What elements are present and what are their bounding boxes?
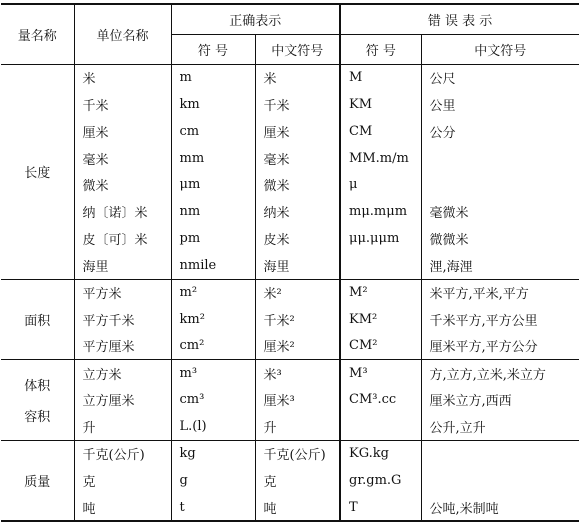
unit-name-cell: 平方厘米	[74, 333, 171, 360]
correct-chinese-symbol-cell: 米	[255, 64, 340, 91]
unit-name-cell: 米	[74, 64, 171, 91]
unit-name-cell: 平方千米	[74, 306, 171, 333]
correct-symbol-cell: L.(l)	[171, 413, 255, 440]
table-row	[1, 440, 579, 467]
wrong-symbol-cell: gr.gm.G	[340, 467, 421, 494]
correct-chinese-symbol-cell: 千米	[255, 91, 340, 118]
quantity-name-line: 容积	[24, 409, 51, 425]
correct-chinese-symbol-cell: 千米²	[255, 306, 340, 333]
correct-symbol-cell: cm	[171, 118, 255, 145]
wrong-symbol-cell: T	[340, 494, 421, 521]
quantity-name-cell: 长度	[1, 64, 74, 279]
correct-symbol-cell: cm²	[171, 333, 255, 360]
correct-chinese-symbol-cell: 厘米	[255, 118, 340, 145]
unit-name-cell: 立方厘米	[74, 387, 171, 414]
wrong-chinese-symbol-cell: 公尺	[421, 64, 579, 91]
wrong-symbol-cell: M	[340, 64, 421, 91]
correct-chinese-symbol-cell: 吨	[255, 494, 340, 521]
wrong-chinese-symbol-cell	[421, 467, 579, 494]
correct-chinese-symbol-cell: 微米	[255, 172, 340, 199]
wrong-symbol-cell: CM²	[340, 333, 421, 360]
correct-symbol-cell: m²	[171, 279, 255, 306]
wrong-chinese-symbol-cell: 方,立方,立米,米立方	[421, 360, 579, 387]
table-row	[1, 64, 579, 91]
header-wrong-chinese-symbol: 中文符号	[421, 34, 579, 64]
unit-name-cell: 微米	[74, 172, 171, 199]
header-correct: 正确表示	[171, 4, 340, 34]
table-row	[1, 279, 579, 306]
table-row	[1, 387, 579, 414]
wrong-symbol-cell: μ	[340, 172, 421, 199]
correct-chinese-symbol-cell: 毫米	[255, 145, 340, 172]
quantity-name-cell	[1, 360, 74, 441]
wrong-chinese-symbol-cell: 公分	[429, 125, 456, 141]
wrong-symbol-cell: KM²	[340, 306, 421, 333]
unit-name-cell: 平方米	[74, 279, 171, 306]
wrong-chinese-symbol-cell	[421, 145, 579, 172]
units-table	[1, 3, 579, 522]
wrong-chinese-symbol-cell: 米平方,平米,平方	[421, 279, 579, 306]
header-wrong-symbol: 符 号	[340, 34, 421, 64]
unit-name-cell: 立方米	[74, 360, 171, 387]
table-row	[1, 172, 579, 199]
table-row	[1, 333, 579, 360]
correct-symbol-cell: mm	[171, 145, 255, 172]
correct-symbol-cell: cm³	[171, 387, 255, 414]
header-quantity-name: 量名称	[1, 4, 74, 64]
wrong-symbol-cell: mμ.mμm	[340, 198, 421, 225]
unit-name-cell: 吨	[74, 494, 171, 521]
unit-name-cell: 皮〔可〕米	[74, 225, 171, 252]
wrong-chinese-symbol-cell	[421, 172, 579, 199]
wrong-chinese-symbol-cell: 浬,海浬	[429, 259, 473, 275]
unit-name-cell: 海里	[74, 252, 171, 279]
wrong-chinese-symbol-cell: 厘米立方,西西	[429, 394, 512, 410]
unit-name-cell: 千克(公斤)	[74, 440, 171, 467]
header-unit-name: 单位名称	[74, 4, 171, 64]
table-row	[1, 198, 579, 225]
quantity-name-line: 体积	[24, 378, 51, 394]
correct-symbol-cell: pm	[171, 225, 255, 252]
correct-chinese-symbol-cell: 皮米	[255, 225, 340, 252]
wrong-chinese-symbol-cell	[421, 440, 579, 467]
wrong-chinese-symbol-cell: 公吨,米制吨	[429, 501, 499, 517]
wrong-symbol-cell: CM	[340, 118, 421, 145]
table-row	[1, 225, 579, 252]
wrong-chinese-symbol-cell: 厘米平方,平方公分	[429, 340, 538, 356]
unit-name-cell: 克	[74, 467, 171, 494]
table-row	[1, 118, 579, 145]
correct-chinese-symbol-cell: 升	[255, 413, 340, 440]
wrong-symbol-cell	[340, 413, 421, 440]
wrong-chinese-symbol-cell: 公升,立升	[429, 421, 486, 437]
correct-chinese-symbol-cell: 纳米	[255, 198, 340, 225]
unit-name-cell: 毫米	[74, 145, 171, 172]
correct-symbol-cell: m	[171, 64, 255, 91]
units-table-body	[1, 64, 579, 521]
wrong-symbol-cell: CM³.cc	[340, 387, 421, 414]
correct-chinese-symbol-cell: 千克(公斤)	[255, 440, 340, 467]
header-correct-chinese-symbol: 中文符号	[255, 34, 340, 64]
correct-symbol-cell: t	[171, 494, 255, 521]
wrong-symbol-cell: KG.kg	[340, 440, 421, 467]
correct-symbol-cell: kg	[171, 440, 255, 467]
table-row	[1, 360, 579, 387]
header-wrong: 错 误 表 示	[427, 13, 493, 29]
correct-chinese-symbol-cell: 海里	[255, 252, 340, 279]
correct-chinese-symbol-cell: 克	[255, 467, 340, 494]
unit-name-cell: 纳〔诺〕米	[74, 198, 171, 225]
wrong-chinese-symbol-cell: 公里	[429, 98, 456, 114]
wrong-symbol-cell: MM.m/m	[340, 145, 421, 172]
correct-symbol-cell: nmile	[171, 252, 255, 279]
wrong-symbol-cell: M²	[340, 279, 421, 306]
header-correct-symbol: 符 号	[171, 34, 255, 64]
correct-symbol-cell: m³	[171, 360, 255, 387]
wrong-chinese-symbol-cell: 微微米	[429, 233, 469, 249]
correct-symbol-cell: km²	[171, 306, 255, 333]
table-row	[1, 91, 579, 118]
unit-name-cell: 千米	[74, 91, 171, 118]
correct-chinese-symbol-cell: 厘米³	[255, 387, 340, 414]
quantity-name-cell: 质量	[1, 440, 74, 521]
wrong-symbol-cell: M³	[340, 360, 421, 387]
unit-name-cell: 厘米	[74, 118, 171, 145]
quantity-name-cell: 面积	[1, 279, 74, 360]
correct-symbol-cell: km	[171, 91, 255, 118]
wrong-symbol-cell: KM	[340, 91, 421, 118]
table-row	[1, 252, 579, 279]
correct-symbol-cell: g	[171, 467, 255, 494]
wrong-symbol-cell: μμ.μμm	[340, 225, 421, 252]
wrong-symbol-cell	[340, 252, 421, 279]
correct-chinese-symbol-cell: 米³	[255, 360, 340, 387]
correct-chinese-symbol-cell: 厘米²	[255, 333, 340, 360]
table-row	[1, 145, 579, 172]
wrong-chinese-symbol-cell: 毫微米	[429, 206, 469, 222]
wrong-chinese-symbol-cell: 千米平方,平方公里	[429, 313, 538, 329]
unit-name-cell: 升	[74, 413, 171, 440]
correct-symbol-cell: μm	[171, 172, 255, 199]
correct-symbol-cell: nm	[171, 198, 255, 225]
table-row	[1, 494, 579, 521]
table-row	[1, 467, 579, 494]
table-row	[1, 306, 579, 333]
table-row	[1, 413, 579, 440]
correct-chinese-symbol-cell: 米²	[255, 279, 340, 306]
